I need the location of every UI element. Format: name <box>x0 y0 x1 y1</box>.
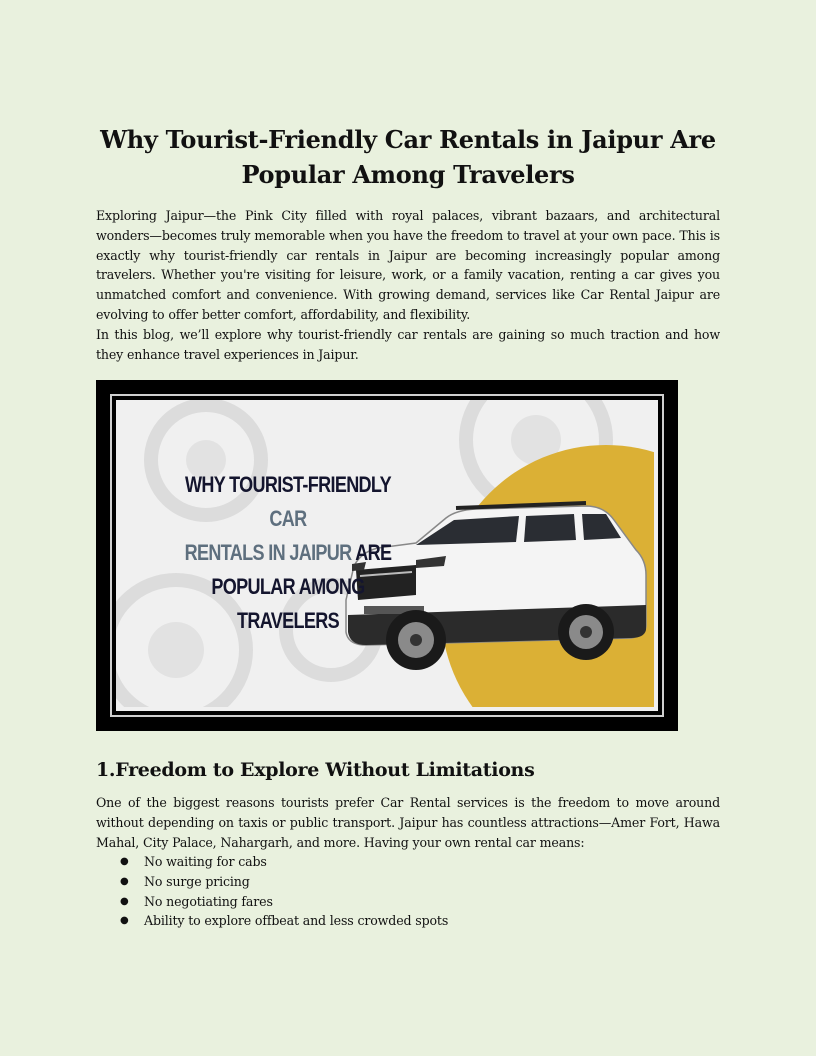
article-body <box>96 122 720 364</box>
section-paragraph: One of the biggest reasons tourists prefer Car Rental services is the freedom to move around without depending on taxis or public transport. Jaipur has countless attractions—Amer Fort, Hawa Mahal, City Palace, Nahargarh, and more. Having your own rental car means: <box>96 795 720 850</box>
bullet-icon: ● <box>120 856 129 867</box>
banner-image <box>96 380 678 731</box>
banner-headline <box>165 468 411 638</box>
list-item: ● No negotiating fares <box>96 892 720 912</box>
intro-paragraph: Exploring Jaipur—the Pink City filled with royal palaces, vibrant bazaars, and architectural wonders—becomes truly memorable when you have the freedom to travel at your own pace. This is exactly why tourist-friendly car rentals in Jaipur are becoming increasingly popular among travelers. Whether you're visiting for leisure, work, or a family vacation, renting a car gives you unmatched comfort and convenience. With growing demand, services like Car Rental Jaipur are evolving to offer better comfort, affordability, and flexibility. <box>96 208 720 322</box>
list-item: ● Ability to explore offbeat and less crowded spots <box>96 911 720 931</box>
bullet-icon: ● <box>120 875 129 887</box>
banner-canvas <box>116 400 658 711</box>
banner-line-3: POPULAR AMONG TRAVELERS <box>211 574 365 633</box>
section-heading: 1.Freedom to Explore Without Limitations <box>96 759 535 781</box>
list-item: ● No surge pricing <box>96 872 720 892</box>
intro-paragraph-2: In this blog, we’ll explore why tourist-friendly car rentals are gaining so much traction and how they enhance travel experiences in Jaipur. <box>96 326 720 362</box>
page-title: Why Tourist-Friendly Car Rentals in Jaipur Are Popular Among Travelers <box>100 125 716 189</box>
banner-line-1: WHY TOURIST-FRIENDLY CAR <box>184 472 392 531</box>
bullet-list <box>96 852 720 931</box>
banner-frame <box>110 394 664 717</box>
bullet-icon: ● <box>120 895 129 907</box>
banner-line-2: RENTALS IN JAIPUR ARE <box>184 540 392 565</box>
list-item: ● No waiting for cabs <box>96 852 720 872</box>
bullet-icon: ● <box>120 915 129 927</box>
